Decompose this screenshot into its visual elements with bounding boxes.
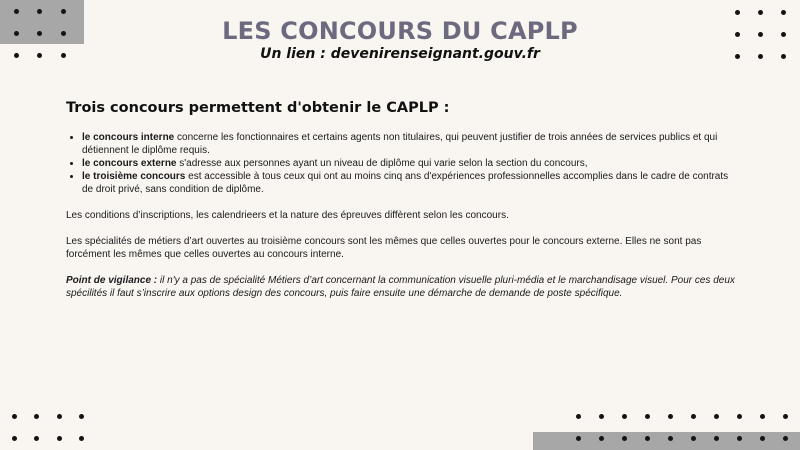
decorative-dot	[12, 414, 17, 419]
list-item-term: le concours externe	[82, 158, 177, 170]
list-item-text: est accessible à tous ceux qui ont au moins cinq ans d'expériences professionnelles accomplies dans le cadre de contrats de droit privé, sans condition de diplôme.	[82, 171, 729, 196]
list-item-text: concerne les fonctionnaires et certains agents non titulaires, qui peuvent justifier de trois années de services publics et qui détiennent le diplôme requis.	[82, 132, 718, 156]
decorative-dot	[34, 436, 39, 441]
list-item-term: le troisième concours	[82, 171, 186, 183]
decorative-dot	[735, 10, 740, 15]
decorative-dot	[714, 436, 719, 441]
decorative-dot	[14, 9, 19, 14]
decorative-dot	[57, 436, 62, 441]
decorative-dot	[781, 10, 786, 15]
header	[0, 16, 800, 62]
vigilance-label: Point de vigilance :	[66, 274, 158, 286]
list-item-term: le concours interne	[82, 132, 175, 143]
section-heading: Trois concours permettent d'obtenir le CAPLP :	[66, 100, 450, 116]
decorative-dot	[668, 436, 673, 441]
list-item	[82, 171, 736, 197]
decorative-dot	[737, 414, 742, 419]
decorative-dot	[622, 414, 627, 419]
decorative-dot	[714, 414, 719, 419]
decorative-dot	[668, 414, 673, 419]
decorative-dot	[57, 414, 62, 419]
decorative-dot	[37, 9, 42, 14]
decorative-dot	[758, 10, 763, 15]
list-item	[82, 158, 736, 171]
bottom-right-gray-block	[533, 432, 800, 450]
decorative-dot	[691, 414, 696, 419]
main-content	[66, 98, 736, 300]
decorative-dot	[79, 414, 84, 419]
decorative-dot	[760, 436, 765, 441]
decorative-dot	[599, 414, 604, 419]
concours-list	[66, 132, 736, 197]
decorative-dot	[645, 414, 650, 419]
decorative-dot	[34, 414, 39, 419]
decorative-dot	[783, 436, 788, 441]
decorative-dot	[691, 436, 696, 441]
page-title: LES CONCOURS DU CAPLP	[222, 17, 578, 45]
decorative-dot	[783, 414, 788, 419]
decorative-dot	[599, 436, 604, 441]
decorative-dot	[645, 436, 650, 441]
decorative-dot	[576, 414, 581, 419]
decorative-dot	[576, 436, 581, 441]
conditions-paragraph: Les conditions d’inscriptions, les calendrieers et la nature des épreuves diffèrent selon les concours.	[66, 210, 509, 222]
decorative-dot	[622, 436, 627, 441]
list-item-text: s'adresse aux personnes ayant un niveau de diplôme qui varie selon la section du concours,	[176, 158, 588, 170]
page-subtitle-link: Un lien : devenirenseignant.gouv.fr	[260, 46, 540, 62]
decorative-dot	[737, 436, 742, 441]
specialites-paragraph: Les spécialités de métiers d’art ouvertes au troisième concours sont les mêmes que celles ouvertes pour le concours externe. Elles ne sont pas forcément les mêmes que celles ouvertes au concours interne.	[66, 236, 702, 261]
decorative-dot	[760, 414, 765, 419]
decorative-dot	[61, 9, 66, 14]
vigilance-text: il n'y a pas de spécialité Métiers d’art concernant la communication visuelle pluri-média et le marchandisage visuel. Pour ces deux spécilités il faut s’inscrire aux options design des concours, puis faire ensuite une démarche de demande de poste spécifique.	[66, 274, 735, 299]
vigilance-paragraph	[66, 275, 736, 301]
decorative-dot	[12, 436, 17, 441]
list-item	[82, 132, 736, 158]
decorative-dot	[79, 436, 84, 441]
